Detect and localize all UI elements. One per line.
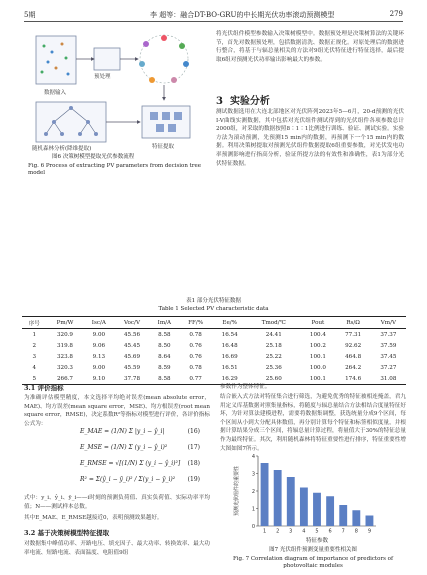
col-header: Voc/V [114,317,149,329]
table-cell: 16.51 [221,364,238,371]
table-cell: 5 [22,373,47,385]
table-row [22,362,406,373]
y-tick-label: 0 [251,523,255,530]
table-cell: 25.36 [265,364,282,371]
col-header: Isc/A [83,317,114,329]
equation-19-formula: R² = Σ(ŷ_i − ȳ_i)² / Σ(y_i − ȳ_i)² [80,476,176,483]
equation-18-number: (18) [187,460,200,467]
table-cell: 2 [32,342,37,349]
table-cell: 16.29 [212,373,247,385]
table-cell: 320.9 [56,331,73,338]
table-cell: 9.06 [92,342,106,349]
figure-7-caption-en: Fig. 7 Correlation diagram of importance of predictors of photovoltaic modules [232,556,393,569]
preprocess-box [94,48,120,70]
bar [261,463,269,526]
table-cell: 24.41 [265,331,282,338]
figure-6 [22,30,202,175]
equation-19 [30,476,200,490]
x-tick-label: 3 [289,528,293,535]
table-cell: 0.77 [179,373,212,385]
table-cell: 45.59 [124,364,141,371]
bar [352,510,360,526]
section-3-2-heading: 3.2 基于决策树模型特征提取 [24,529,110,537]
table-cell: 92.62 [345,342,362,349]
x-tick-label: 4 [302,528,306,535]
table-cell: 320.3 [56,364,73,371]
figure-6-caption-en: Fig. 6 Process of extracting PV parameters from decision tree model [28,163,201,176]
y-tick-label: 3 [251,471,255,478]
x-tick-label: 7 [341,528,345,535]
bar [326,496,334,526]
col-header: Pm/W [47,317,84,329]
equation-17 [30,444,200,458]
table-cell: 100.2 [309,342,326,349]
table-cell: 323.8 [56,353,73,360]
x-tick-label: 8 [354,528,358,535]
feature-label: 特征提取 [152,144,175,150]
equation-16-number: (16) [187,428,200,435]
table-1-title-en: Table 1 Selected PV characteristic data [158,306,269,312]
col-header: Vm/V [371,317,406,329]
table-cell: 319.8 [56,342,73,349]
section-3-title: 实验分析 [229,96,270,107]
bar [339,505,347,526]
table-cell: 25.22 [265,353,282,360]
x-tick-label: 6 [328,528,332,535]
table-cell: 8.59 [158,364,171,371]
table-cell: 8.58 [158,331,171,338]
x-tick-label: 9 [367,528,372,535]
x-tick-label: 1 [262,528,267,535]
figure-6-caption-cn: 图6 决策树模型提取光伏参数流程 [52,154,135,160]
table-cell: 174.6 [336,373,371,385]
equation-19-number: (19) [187,476,200,483]
col-header: FF/% [179,317,212,329]
table-cell: 37.37 [380,331,397,338]
table-cell: 9.00 [92,364,106,371]
preprocess-label: 预处理 [94,74,111,80]
col-header: Ee/% [212,317,247,329]
data-input-box [36,36,76,84]
equation-16 [30,428,200,442]
x-tick-label: 5 [315,528,319,535]
y-tick-label: 1 [251,506,255,513]
equation-18-formula: E_RMSE = √[(1/N) Σ (y_i − ŷ_i)²] [80,460,181,467]
table-cell: 464.8 [345,353,362,360]
equation-17-number: (17) [187,444,200,451]
y-tick-label: 2 [251,488,255,495]
table-cell: 100.1 [300,373,335,385]
table-row [22,340,406,351]
table-cell: 31.08 [371,373,406,385]
table-cell: 100.4 [309,331,326,338]
bar [300,488,308,527]
table-cell: 1 [32,331,37,338]
section-3-2-paragraph: 对数据集中峰值功率、开路电压、填充因子、最大功率、转换效率、最大功率电流、短路电流、表面温度、电阻值9组 [24,541,210,556]
table-cell: 266.7 [47,373,84,385]
table-cell: 8.64 [158,353,171,360]
table-cell: 100.1 [309,353,326,360]
table-cell: 0.76 [189,353,202,360]
running-header [0,0,427,22]
right-paragraph-3: 参数作为整体特征。 [220,384,271,390]
table-cell: 8.58 [150,373,180,385]
table-cell: 0.78 [189,364,202,371]
table-cell: 37.45 [380,353,397,360]
col-header: Pout [300,317,335,329]
table-cell: 45.69 [124,353,141,360]
col-header: Im/A [150,317,180,329]
bar [287,477,295,526]
section-3-number: 3 [216,96,223,107]
figure-7 [232,452,382,544]
table-cell: 100.0 [309,364,326,371]
table-cell: 25.18 [265,342,282,349]
right-paragraph-1: 将光伏组件模型参数输入决策树模型中。数据预处理是决策树算法的关键环节，首先对数据预处理，包括数据清洗、数据正规化。对原处理后的数据进行整合，将基于与辐总量相关的方法对9组光伏特征进行特征选择，最后提取6组对预测光伏功率输出影响最大的参数。 [216,31,404,63]
table-cell: 37.59 [380,342,397,349]
table-1 [22,316,406,385]
section-3-heading [216,92,270,107]
table-cell: 77.31 [345,331,362,338]
section-3-1-heading: 3.1 评价指标 [24,384,64,392]
figure-7-chart [232,452,382,544]
data-input-label: 数据输入 [44,90,67,96]
table-cell: 4 [32,364,37,371]
issue-number: 5期 [24,11,36,19]
table-cell: 9.13 [92,353,106,360]
table-cell: 264.2 [345,364,362,371]
x-axis-label: 特征参数 [305,538,329,544]
section-3-1-paragraph: 为准确评估模型精度，本文选择平均绝对误差(mean absolute error，MAE)、均方误差(mean square error，MSE)、均方根误差(root mean square error，RMSE)，决定系数R²等指标对模型进行评价，各评价指标公式为： [24,395,210,427]
table-row [22,329,406,341]
equation-16-formula: E_MAE = (1/N) Σ |y_i − ŷ_i| [80,428,165,435]
col-header: Rs/Ω [336,317,371,329]
table-cell: 0.76 [189,342,202,349]
table-cell: 25.60 [247,373,300,385]
table-cell: 37.78 [114,373,149,385]
table-cell: 37.27 [380,364,397,371]
table-cell: 16.69 [221,353,238,360]
table-1-title-cn: 表1 部分光伏特征数据 [186,298,241,304]
table-cell: 45.45 [124,342,141,349]
header-rule [24,21,403,22]
bar [313,493,321,526]
page-number: 279 [389,10,403,18]
table-header-row [22,317,406,329]
table-cell: 9.10 [83,373,114,385]
table-cell: 8.50 [158,342,171,349]
table-cell: 3 [32,353,37,360]
feature-box [142,106,190,138]
equation-where-clause: 式中：y_i、ŷ_i、ȳ_i——i时刻的预测负荷值、真实负荷值、实际功率平均值；N——测试样本总数。 [24,495,210,510]
right-paragraph-2: 测试数据选用在大连北部地区对光伏阵列2023年5—6月，20-d预测的光伏I-V曲线实测数据，其中包括对光伏组件测试得到的光伏组件各项参数总计2000组，对采取的数据按照8∶1∶1比例进行训练、验证、测试实验。实验方法为滚动预测，先预测15 min内的数据，再预测下一个15 min内的数据。利用决策树提取对预测光伏组件数据提取6组重要参数，对光伏发电功率预测影响进行指高分析，验证所提方法的有效性和准确性，表1为部分光伏特征数据。 [216,109,404,167]
table-cell: 16.54 [221,331,238,338]
y-tick-label: 4 [251,453,255,460]
y-axis-label: 预测光伏组件的重要性 [234,465,240,517]
table-cell: 16.48 [221,342,238,349]
bar [366,516,374,527]
bar [274,470,282,526]
table-cell: 9.00 [92,331,106,338]
rf-label: 随机森林分析(降维提取) [32,146,92,152]
running-title: 李 超等：融合DT-BO-GRU的中长期光伏功率滚动预测模型 [150,11,335,19]
equation-18 [30,460,200,474]
x-tick-label: 2 [276,528,280,535]
col-header: 序号 [22,317,47,329]
col-header: Tmod/℃ [247,317,300,329]
right-paragraph-4: 结合嵌入式方法对特征集合进行筛选，为避免优秀的特征被相连掩盖，君九用定义库基数据对照集量指标，将随度与辐总量结合方法相结合度量特征好坏，为针对算法建模进程，需要将数据集调整，获选统量分成9个区间，每个区间从小到大分配具体数值，再分别计算每个特征和标签相似度量，并根据计算结果分成三个区间，将辐总量计算过程，将量值大于30%的特征总量作为最终特征。其次，利用随机森林将特征重要性进行排序，特征重要性增大图如图7所示。 [220,394,406,452]
table-row [22,351,406,362]
figure-7-caption-cn: 图7 光伏组件预测变量重要性相关图 [269,547,357,553]
table-cell: 0.78 [189,331,202,338]
equation-17-formula: E_MSE = (1/N) Σ (y_i − ŷ_i)² [80,444,168,451]
evaluation-note: 其中E_MAE、E_RMSE越接近0，表明预测效果越好。 [24,515,163,521]
table-cell: 45.56 [124,331,141,338]
